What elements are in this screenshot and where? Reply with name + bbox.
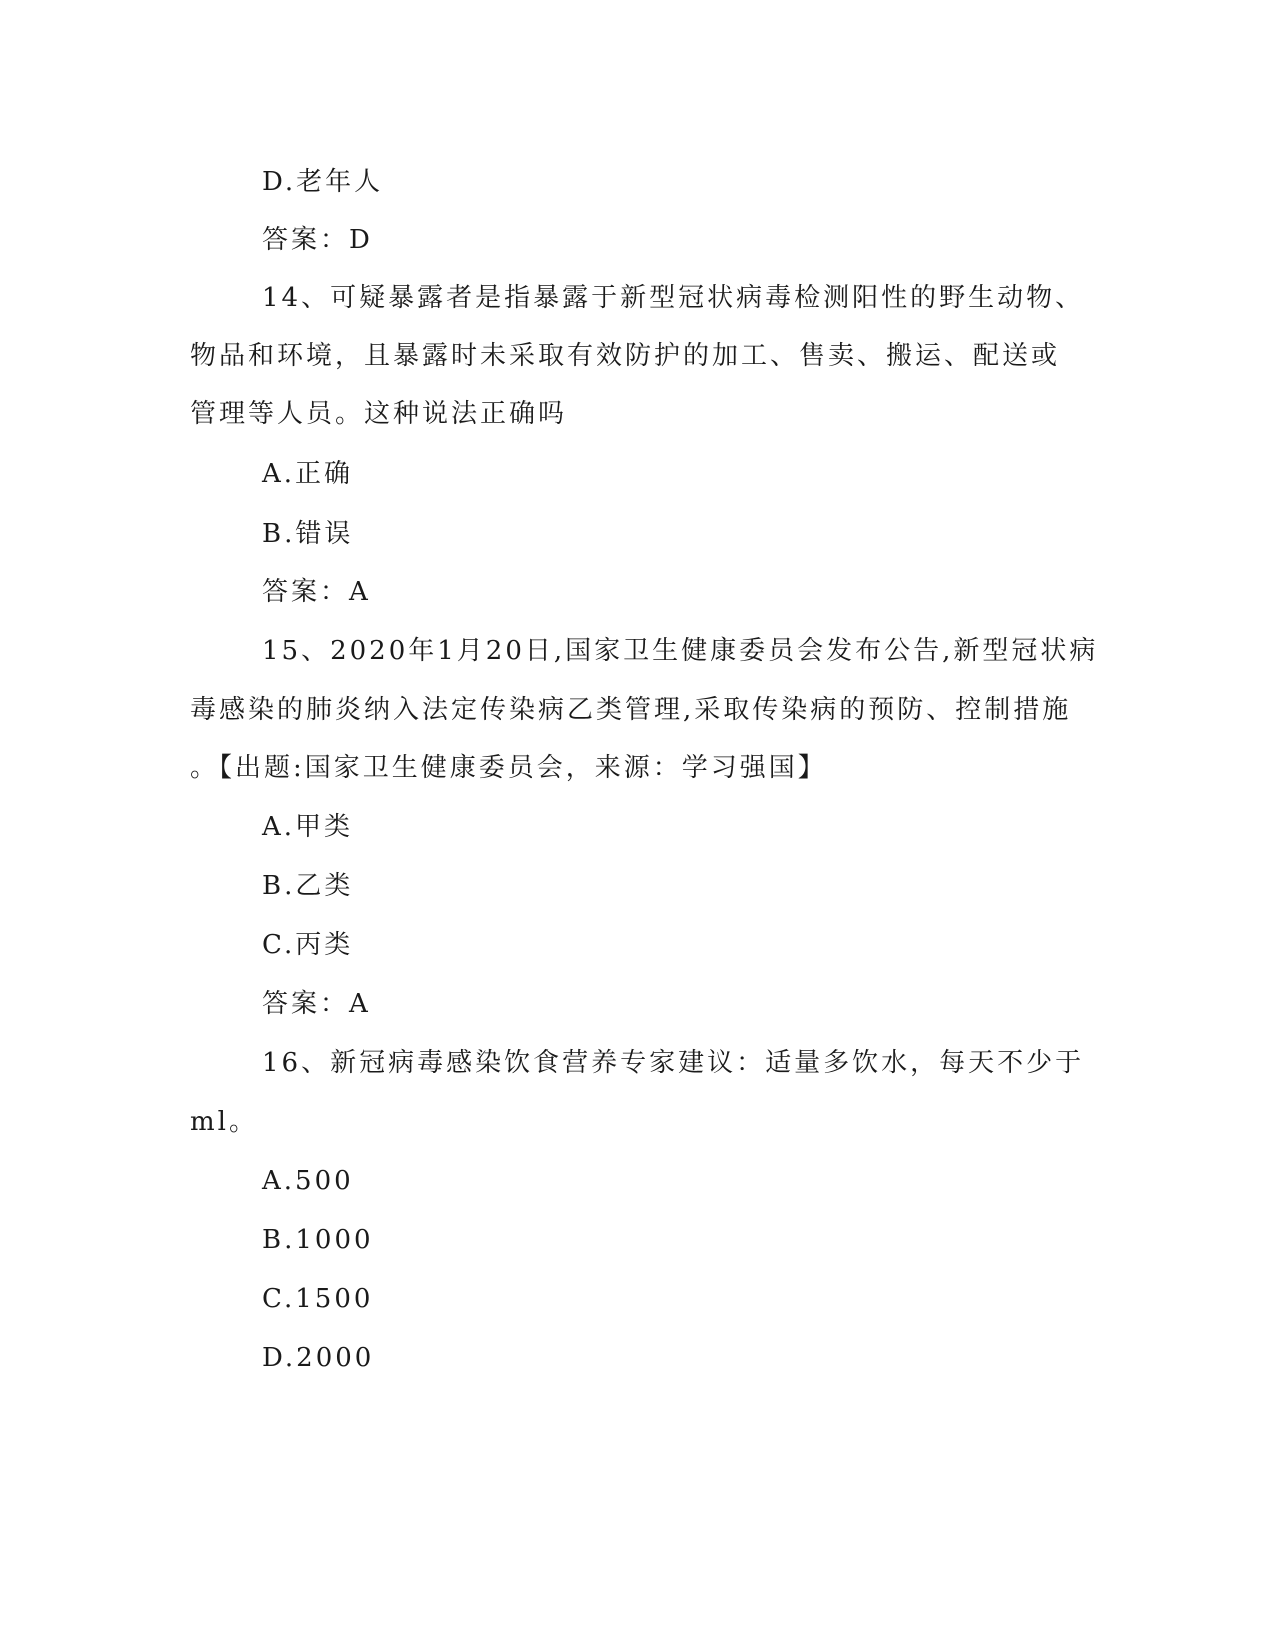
q16-stem-line-1: 16、新冠病毒感染饮食营养专家建议：适量多饮水，每天不少于 (262, 1048, 1085, 1078)
q16-stem-line-2: ml。 (190, 1107, 258, 1137)
q15-option-b: B.乙类 (262, 871, 354, 901)
q14-option-b: B.错误 (262, 519, 354, 549)
q16-option-a: A.500 (262, 1166, 354, 1196)
q14-stem-line-2: 物品和环境，且暴露时未采取有效防护的加工、售卖、搬运、配送或 (190, 341, 1061, 371)
q15-stem-line-3: 。【出题:国家卫生健康委员会，来源：学习强国】 (190, 753, 827, 783)
q16-option-c: C.1500 (262, 1284, 374, 1314)
q16-option-d: D.2000 (262, 1343, 375, 1373)
q14-answer: 答案：A (262, 577, 371, 607)
q14-stem-line-1: 14、可疑暴露者是指暴露于新型冠状病毒检测阳性的野生动物、 (262, 283, 1085, 313)
q15-option-c: C.丙类 (262, 930, 354, 960)
q15-answer: 答案：A (262, 989, 371, 1019)
q13-option-d: D.老年人 (262, 167, 384, 197)
q15-stem-line-1: 15、2020年1月20日,国家卫生健康委员会发布公告,新型冠状病 (262, 636, 1099, 666)
q15-option-a: A.甲类 (262, 812, 354, 842)
q16-option-b: B.1000 (262, 1225, 374, 1255)
q13-answer: 答案：D (262, 225, 373, 255)
q14-option-a: A.正确 (262, 459, 354, 489)
q15-stem-line-2: 毒感染的肺炎纳入法定传染病乙类管理,采取传染病的预防、控制措施 (190, 695, 1072, 725)
q14-stem-line-3: 管理等人员。这种说法正确吗 (190, 399, 568, 429)
